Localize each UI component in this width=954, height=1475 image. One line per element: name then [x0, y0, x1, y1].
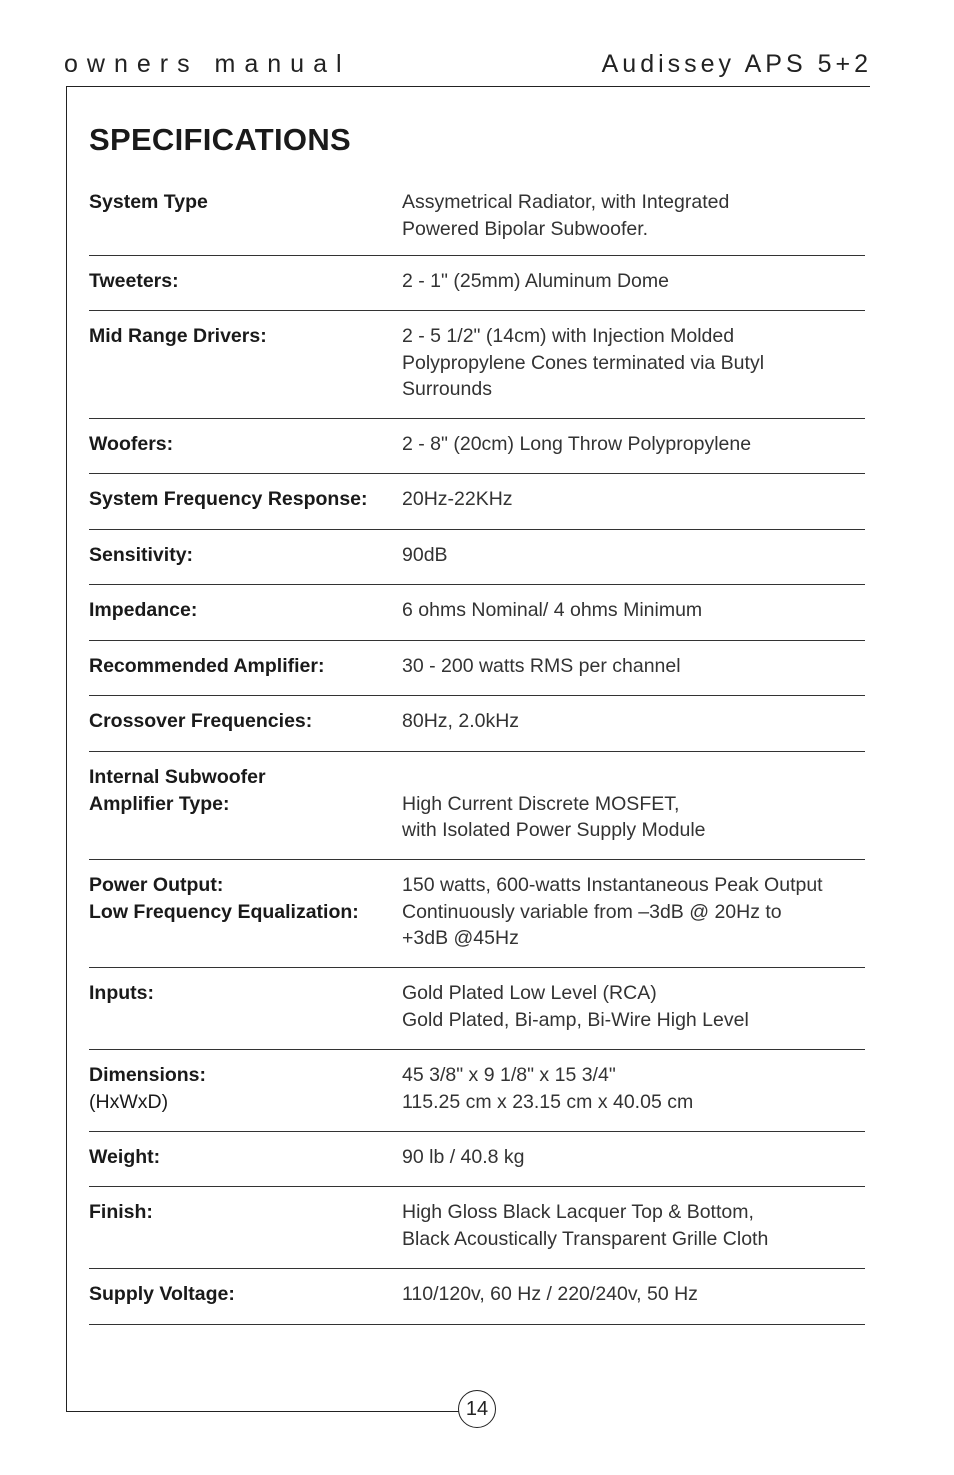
spec-label-line: System Frequency Response: — [89, 488, 368, 510]
header-rule — [66, 86, 870, 87]
spec-value-line: High Gloss Black Lacquer Top & Bottom, — [402, 1201, 754, 1223]
spec-label — [89, 1062, 402, 1131]
spec-label-line: Sensitivity: — [89, 544, 194, 566]
spec-value — [402, 268, 865, 310]
spec-row — [89, 1269, 865, 1325]
spec-value-line: Surrounds — [402, 378, 492, 400]
spec-label-line: Internal Subwoofer — [89, 766, 266, 788]
spec-label — [89, 431, 402, 473]
spec-value-line: 115.25 cm x 23.15 cm x 40.05 cm — [402, 1090, 694, 1113]
spec-value-line: 90dB — [402, 544, 448, 566]
spec-label — [89, 486, 402, 529]
spec-value — [402, 323, 865, 418]
spec-value-line: Polypropylene Cones terminated via Butyl — [402, 351, 765, 374]
spec-value-line: Black Acoustically Transparent Grille Cloth — [402, 1227, 769, 1250]
spec-value-line: Gold Plated, Bi-amp, Bi-Wire High Level — [402, 1008, 749, 1031]
spec-row — [89, 177, 865, 256]
spec-label — [89, 597, 402, 640]
spec-value-line: 30 - 200 watts RMS per channel — [402, 655, 681, 677]
spec-value — [402, 431, 865, 473]
spec-row — [89, 311, 865, 419]
spec-label-line: Amplifier Type: — [89, 792, 230, 815]
spec-value-line: Powered Bipolar Subwoofer. — [402, 217, 649, 240]
spec-label-line: Finish: — [89, 1201, 153, 1223]
spec-row — [89, 419, 865, 474]
spec-label — [89, 189, 402, 255]
spec-label-line: Inputs: — [89, 982, 154, 1004]
spec-value-line: 110/120v, 60 Hz / 220/240v, 50 Hz — [402, 1283, 698, 1305]
spec-value-line: Gold Plated Low Level (RCA) — [402, 982, 657, 1004]
spec-row — [89, 696, 865, 752]
spec-value — [402, 486, 865, 529]
spec-row — [89, 968, 865, 1050]
spec-label — [89, 268, 402, 310]
spec-row — [89, 585, 865, 641]
spec-label — [89, 1199, 402, 1268]
specifications-table — [89, 177, 865, 1325]
spec-row — [89, 860, 865, 968]
spec-value-line: 2 - 8" (20cm) Long Throw Polypropylene — [402, 433, 752, 455]
spec-value — [402, 653, 865, 695]
spec-value — [402, 1281, 865, 1324]
frame-left-border — [66, 86, 67, 1412]
spec-value-line: 2 - 5 1/2" (14cm) with Injection Molded — [402, 325, 735, 347]
spec-label — [89, 708, 402, 751]
spec-label-line: Impedance: — [89, 599, 198, 621]
spec-row — [89, 530, 865, 585]
spec-label-line: Dimensions: — [89, 1064, 207, 1086]
spec-value — [402, 1062, 865, 1131]
spec-label-line: Power Output: — [89, 874, 224, 896]
spec-value-line: High Current Discrete MOSFET, — [402, 792, 680, 815]
spec-value-line: 90 lb / 40.8 kg — [402, 1146, 525, 1168]
header-product-name: Audissey APS 5+2 — [601, 50, 872, 78]
spec-value-line: +3dB @45Hz — [402, 927, 519, 949]
spec-label-line: Weight: — [89, 1146, 161, 1168]
spec-label — [89, 653, 402, 695]
spec-value-line: 80Hz, 2.0kHz — [402, 710, 520, 732]
spec-value-spacer — [402, 764, 865, 791]
spec-value — [402, 708, 865, 751]
spec-row — [89, 641, 865, 696]
header-manual-label: owners manual — [64, 50, 351, 78]
spec-sublabel: (HxWxD) — [89, 1090, 169, 1113]
page-title: SPECIFICATIONS — [89, 122, 351, 157]
spec-value-line: 45 3/8" x 9 1/8" x 15 3/4" — [402, 1064, 616, 1086]
spec-value-line: 150 watts, 600-watts Instantaneous Peak Output — [402, 874, 823, 896]
spec-row — [89, 1132, 865, 1187]
spec-row — [89, 1050, 865, 1132]
spec-row — [89, 256, 865, 311]
spec-value-line: 2 - 1" (25mm) Aluminum Dome — [402, 270, 669, 292]
spec-value — [402, 542, 865, 584]
spec-label — [89, 980, 402, 1049]
spec-label — [89, 542, 402, 584]
spec-value — [402, 1199, 865, 1268]
spec-value — [402, 764, 865, 859]
spec-label-line: Mid Range Drivers: — [89, 325, 267, 347]
spec-value-line: with Isolated Power Supply Module — [402, 819, 706, 841]
spec-value-line: 6 ohms Nominal/ 4 ohms Minimum — [402, 599, 703, 621]
page-number: 14 — [458, 1390, 496, 1428]
spec-value — [402, 980, 865, 1049]
spec-value — [402, 189, 865, 255]
spec-label-line: Recommended Amplifier: — [89, 655, 325, 677]
spec-value-line: 20Hz-22KHz — [402, 488, 513, 510]
frame-bottom-border — [66, 1411, 460, 1412]
spec-label-line: System Type — [89, 191, 208, 213]
spec-row — [89, 752, 865, 860]
spec-value-line: Continuously variable from –3dB @ 20Hz to — [402, 900, 782, 923]
spec-label-line: Low Frequency Equalization: — [89, 900, 359, 923]
spec-label-line: Crossover Frequencies: — [89, 710, 313, 732]
spec-value — [402, 872, 865, 967]
spec-value — [402, 597, 865, 640]
spec-label — [89, 1281, 402, 1324]
spec-label — [89, 764, 402, 859]
spec-value-line: Assymetrical Radiator, with Integrated — [402, 191, 730, 213]
spec-label-line: Tweeters: — [89, 270, 179, 292]
spec-label — [89, 872, 402, 967]
spec-row — [89, 474, 865, 530]
spec-label-line: Supply Voltage: — [89, 1283, 235, 1305]
spec-label — [89, 1144, 402, 1186]
spec-row — [89, 1187, 865, 1269]
spec-label-line: Woofers: — [89, 433, 174, 455]
spec-label — [89, 323, 402, 418]
spec-value — [402, 1144, 865, 1186]
